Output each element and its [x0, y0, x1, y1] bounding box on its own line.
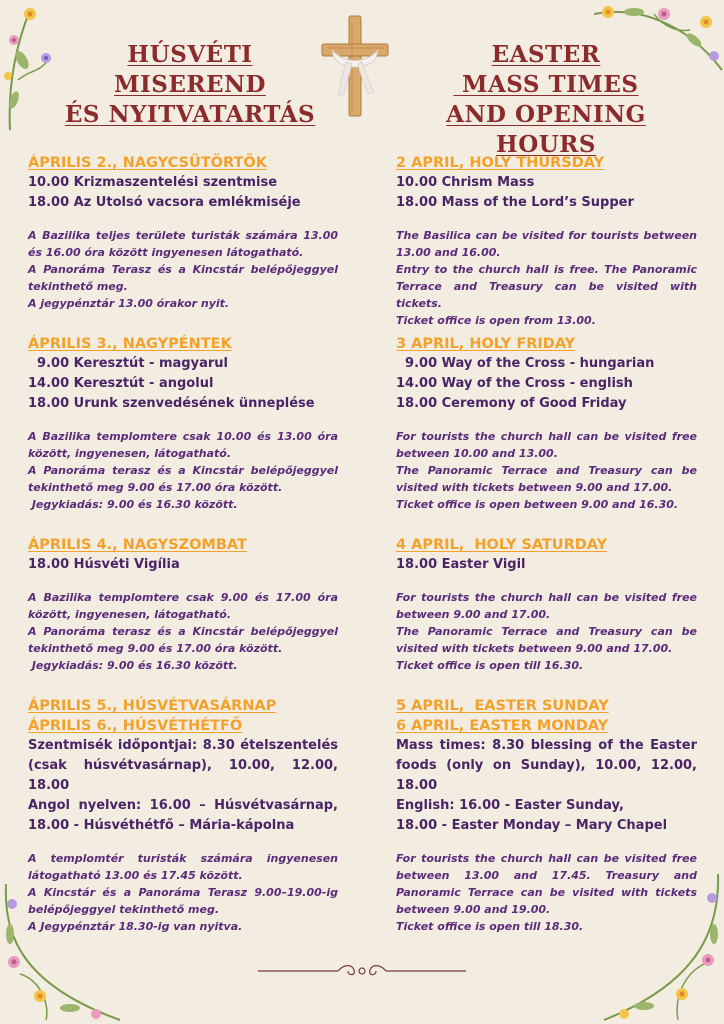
section-easter-hu	[28, 696, 338, 935]
note-line: The Panoramic Terrace and Treasury can be visited with tickets between 9.00 and 17.00.	[396, 625, 697, 655]
section-heading: 4 APRIL, HOLY SATURDAY	[396, 537, 608, 553]
visitor-note	[396, 428, 697, 513]
section-heading: 3 APRIL, HOLY FRIDAY	[396, 336, 576, 352]
section-good-friday-hu	[28, 334, 338, 513]
visitor-note	[28, 428, 338, 513]
schedule-line: 18.00 Mass of the Lord’s Supper	[396, 195, 634, 210]
note-line: A Panoráma Terasz és a Kincstár belépőjeggyel tekinthető meg.	[28, 263, 338, 293]
note-line: Jegykiadás: 9.00 és 16.30 között.	[28, 659, 238, 672]
section-heading: ÁPRILIS 3., NAGYPÉNTEK	[28, 336, 232, 352]
schedule-line: 14.00 Way of the Cross - english	[396, 376, 633, 391]
note-line: Ticket office is open till 16.30.	[396, 659, 584, 672]
section-easter-en	[396, 696, 697, 935]
schedule-line: 18.00 Az Utolsó vacsora emlékmiséje	[28, 195, 301, 210]
note-line: For tourists the church hall can be visited free between 13.00 and 17.45. Treasury and Panoramic Terrace can be visited with tickets between 9.00 and 19.00.	[396, 852, 697, 916]
schedule-line: 18.00 Ceremony of Good Friday	[396, 396, 627, 411]
visitor-note	[28, 850, 338, 935]
schedule-line: English: 16.00 - Easter Sunday,	[396, 798, 624, 813]
section-holy-thursday-en	[396, 153, 697, 329]
wooden-cross-icon	[318, 14, 392, 118]
note-line: A Bazilika templomtere csak 10.00 és 13.00 óra között, ingyenesen, látogatható.	[28, 430, 338, 460]
note-line: A Panoráma terasz és a Kincstár belépőjeggyel tekinthető meg 9.00 és 17.00 óra között.	[28, 464, 338, 494]
note-line: Ticket office is open from 13.00.	[396, 314, 596, 327]
section-heading: ÁPRILIS 6., HÚSVÉTHÉTFŐ	[28, 718, 243, 734]
note-line: The Panoramic Terrace and Treasury can be visited with tickets between 9.00 and 17.00.	[396, 464, 697, 494]
schedule-line: 18.00 - Easter Monday – Mary Chapel	[396, 818, 668, 833]
note-line: Jegykiadás: 9.00 és 16.30 között.	[28, 498, 238, 511]
title-line: ÉS NYITVATARTÁS	[64, 101, 316, 128]
schedule-line: 9.00 Way of the Cross - hungarian	[396, 356, 655, 371]
schedule-line: 18.00 Easter Vigil	[396, 557, 526, 572]
note-line: A Kincstár és a Panoráma Terasz 9.00–19.00-ig belépőjeggyel tekinthető meg.	[28, 886, 338, 916]
section-heading: ÁPRILIS 5., HÚSVÉTVASÁRNAP	[28, 698, 277, 714]
note-line: A templomtér turisták számára ingyenesen látogatható 13.00 és 17.45 között.	[28, 852, 338, 882]
schedule-line: 10.00 Krizmaszentelési szentmise	[28, 175, 278, 190]
note-line: For tourists the church hall can be visited free between 9.00 and 17.00.	[396, 591, 697, 621]
note-line: Ticket office is open till 18.30.	[396, 920, 584, 933]
section-heading: ÁPRILIS 2., NAGYCSÜTÖRTÖK	[28, 155, 267, 171]
note-line: Entry to the church hall is free. The Panoramic Terrace and Treasury can be visited with tickets.	[396, 263, 697, 310]
schedule-line: 18.00 Urunk szenvedésének ünneplése	[28, 396, 315, 411]
schedule-line: 18.00 Húsvéti Vigília	[28, 557, 180, 572]
ornamental-divider-icon	[258, 960, 466, 982]
note-line: A Bazilika templomtere csak 9.00 és 17.00 óra között, ingyenesen, látogatható.	[28, 591, 338, 621]
section-heading: ÁPRILIS 4., NAGYSZOMBAT	[28, 537, 247, 553]
visitor-note	[396, 589, 697, 674]
note-line: For tourists the church hall can be visited free between 10.00 and 13.00.	[396, 430, 697, 460]
visitor-note	[396, 850, 697, 935]
section-holy-thursday-hu	[28, 153, 338, 312]
title-hungarian	[40, 40, 340, 130]
note-line: The Basilica can be visited for tourists between 13.00 and 16.00.	[396, 229, 697, 259]
title-line: MISEREND	[114, 71, 266, 98]
visitor-note	[28, 589, 338, 674]
note-line: A Panoráma terasz és a Kincstár belépőjeggyel tekinthető meg 9.00 és 17.00 óra között.	[28, 625, 338, 655]
visitor-note	[28, 227, 338, 312]
section-holy-saturday-en	[396, 535, 697, 674]
schedule-line: 10.00 Chrism Mass	[396, 175, 535, 190]
section-good-friday-en	[396, 334, 697, 513]
schedule-line: 14.00 Keresztút - angolul	[28, 376, 214, 391]
title-english	[396, 40, 696, 160]
section-holy-saturday-hu	[28, 535, 338, 674]
note-line: A jegypénztár 13.00 órakor nyit.	[28, 297, 230, 310]
section-heading: 5 APRIL, EASTER SUNDAY	[396, 698, 609, 714]
visitor-note	[396, 227, 697, 329]
title-line: MASS TIMES	[453, 71, 639, 98]
schedule-line: Angol nyelven: 16.00 – Húsvétvasárnap, 18.00 - Húsvéthétfő – Mária-kápolna	[28, 798, 338, 833]
note-line: A Jegypénztár 18.30-ig van nyitva.	[28, 920, 243, 933]
schedule-line: 9.00 Keresztút - magyarul	[28, 356, 228, 371]
note-line: Ticket office is open between 9.00 and 16.30.	[396, 498, 679, 511]
schedule-line: Mass times: 8.30 blessing of the Easter foods (only on Sunday), 10.00, 12.00, 18.00	[396, 738, 697, 793]
title-line: EASTER	[491, 41, 601, 68]
section-heading: 2 APRIL, HOLY THURSDAY	[396, 155, 605, 171]
title-line: AND OPENING HOURS	[446, 101, 646, 158]
note-line: A Bazilika teljes területe turisták számára 13.00 és 16.00 óra között ingyenesen látogatható.	[28, 229, 338, 259]
section-heading: 6 APRIL, EASTER MONDAY	[396, 718, 609, 734]
schedule-line: Szentmisék időpontjai: 8.30 ételszentelés (csak húsvétvasárnap), 10.00, 12.00, 18.00	[28, 738, 338, 793]
title-line: HÚSVÉTI	[127, 41, 253, 68]
